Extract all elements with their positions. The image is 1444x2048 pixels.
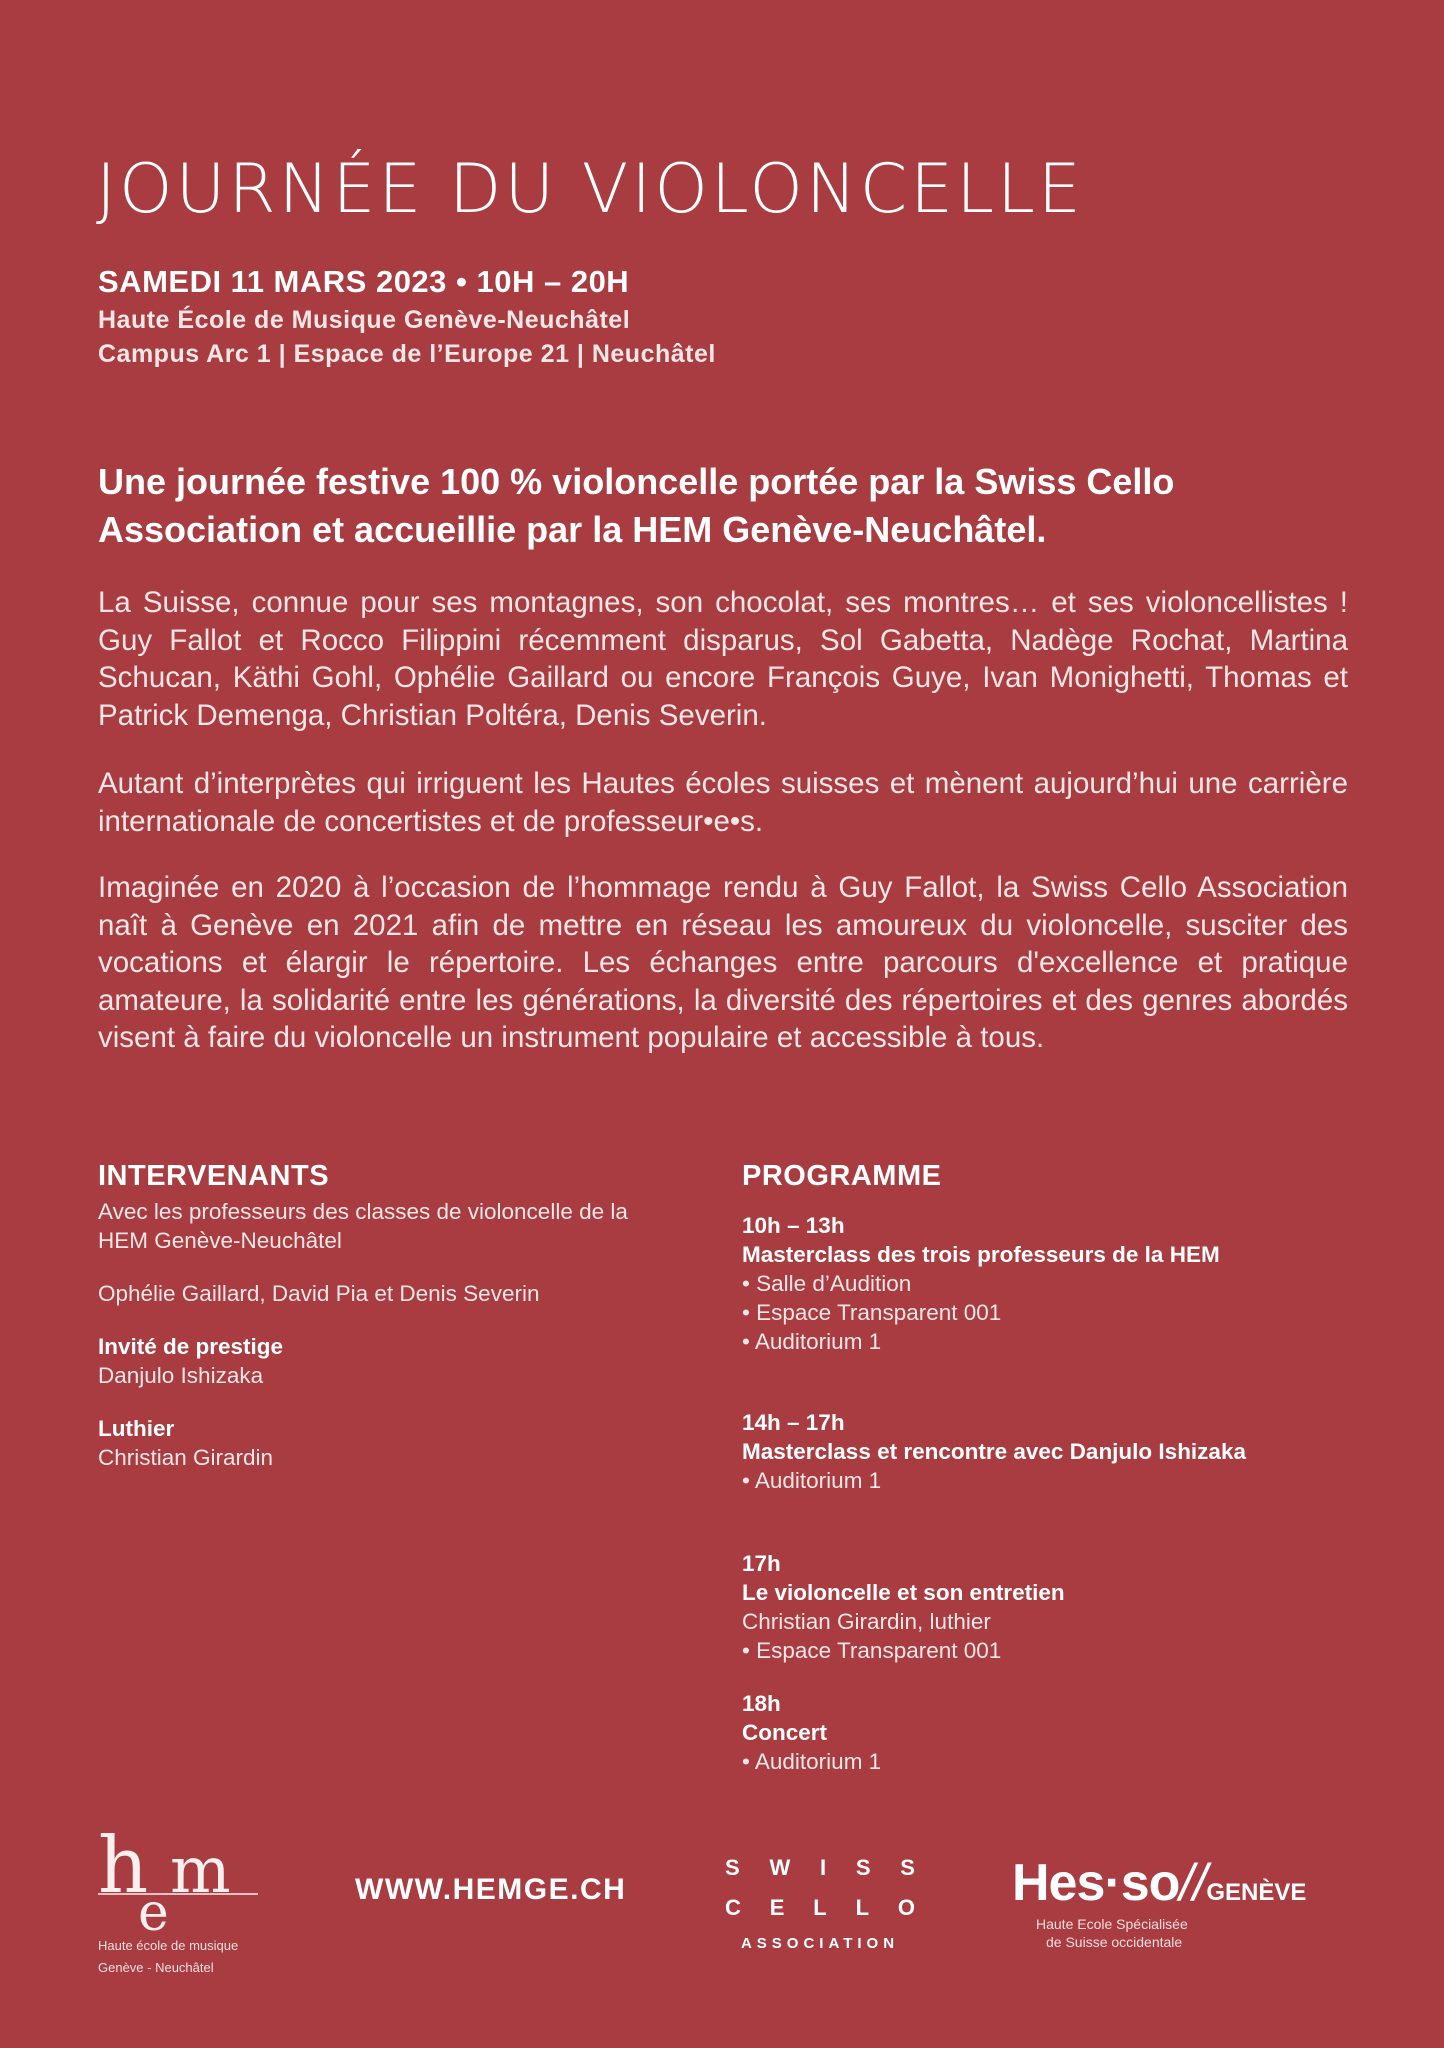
programme-time: 10h – 13h bbox=[742, 1213, 845, 1238]
svg-text:m: m bbox=[170, 1834, 231, 1908]
intro-lead: Une journée festive 100 % violoncelle portée par la Swiss Cello Association et accueillie par la HEM Genève-Neuchâtel. bbox=[98, 461, 1175, 550]
programme-item bbox=[742, 1689, 1362, 1776]
guest-label: Invité de prestige bbox=[98, 1334, 284, 1359]
programme-place: • Auditorium 1 bbox=[742, 1749, 882, 1774]
programme-title: Masterclass des trois professeurs de la HEM bbox=[742, 1242, 1220, 1267]
event-date-time: SAMEDI 11 MARS 2023 • 10H – 20H bbox=[98, 264, 630, 299]
venue-address: Campus Arc 1 | Espace de l’Europe 21 | Neuchâtel bbox=[98, 340, 716, 368]
programme-heading: PROGRAMME bbox=[742, 1160, 942, 1192]
programme-place: • Auditorium 1 bbox=[742, 1468, 882, 1493]
hem-caption: Haute école de musique Genève - Neuchâtel bbox=[98, 1938, 239, 1975]
luthier-label: Luthier bbox=[98, 1416, 175, 1441]
programme-place: • Salle d’Audition bbox=[742, 1271, 912, 1296]
programme-item bbox=[742, 1211, 1362, 1356]
programme-time: 17h bbox=[742, 1551, 781, 1576]
page-title: JOURNÉE DU VIOLONCELLE bbox=[96, 150, 1084, 229]
hem-logo-mark: h bbox=[98, 1822, 149, 1911]
programme-item bbox=[742, 1408, 1362, 1495]
programme-time: 14h – 17h bbox=[742, 1410, 845, 1435]
intro-paragraph-3: Imaginée en 2020 à l’occasion de l’hommage rendu à Guy Fallot, la Swiss Cello Association naît à Genève en 2021 afin de mettre en réseau les amoureux du violoncelle, susciter des vocations et élargir le répertoire. Les échanges entre parcours d'excellence et pratique amateure, la solidarité entre les générations, la diversité des répertoires et des genres abordés visent à faire du violoncelle un instrument populaire et accessible à tous. bbox=[98, 871, 1348, 1054]
programme-item bbox=[742, 1549, 1362, 1665]
luthier-name: Christian Girardin bbox=[98, 1445, 274, 1470]
programme-title: Masterclass et rencontre avec Danjulo Ishizaka bbox=[742, 1439, 1246, 1464]
intervenants-heading: INTERVENANTS bbox=[98, 1160, 330, 1192]
programme-title: Le violoncelle et son entretien bbox=[742, 1580, 1065, 1605]
programme-place: • Espace Transparent 001 bbox=[742, 1300, 1002, 1325]
programme-section bbox=[742, 1160, 1362, 1776]
intro-paragraph-1: La Suisse, connue pour ses montagnes, son chocolat, ses montres… et ses violoncellistes ! Guy Fallot et Rocco Filippini récemment disparus, Sol Gabetta, Nadège Rochat, Martina Schucan, Käthi Gohl, Ophélie Gaillard ou encore François Guye, Ivan Monighetti, Thomas et Patrick Demenga, Christian Poltéra, Denis Severin. bbox=[98, 586, 1348, 732]
intro-paragraph-2: Autant d’interprètes qui irriguent les Hautes écoles suisses et mènent aujourd’hui une carrière internationale de concertistes et de professeur•e•s. bbox=[98, 767, 1348, 838]
intervenants-intro: Avec les professeurs des classes de violoncelle de la HEM Genève-Neuchâtel bbox=[98, 1199, 628, 1253]
programme-time: 18h bbox=[742, 1691, 781, 1716]
website-link[interactable]: WWW.HEMGE.CH bbox=[355, 1873, 627, 1906]
hes-so-geneve-logo: Hes·so//GENÈVE Haute Ecole Spécialisée de Suisse occidentale bbox=[1012, 1854, 1307, 1950]
professors-list: Ophélie Gaillard, David Pia et Denis Severin bbox=[98, 1281, 540, 1306]
programme-note: Christian Girardin, luthier bbox=[742, 1609, 991, 1634]
guest-name: Danjulo Ishizaka bbox=[98, 1363, 264, 1388]
venue-name: Haute École de Musique Genève-Neuchâtel bbox=[98, 306, 631, 334]
programme-place: • Auditorium 1 bbox=[742, 1329, 882, 1354]
swiss-cello-association-logo: S W I S S C E L L O ASSOCIATION bbox=[725, 1855, 915, 1952]
programme-title: Concert bbox=[742, 1720, 828, 1745]
svg-text:e: e bbox=[138, 1883, 169, 1937]
intervenants-section bbox=[98, 1160, 678, 1496]
programme-place: • Espace Transparent 001 bbox=[742, 1638, 1002, 1663]
